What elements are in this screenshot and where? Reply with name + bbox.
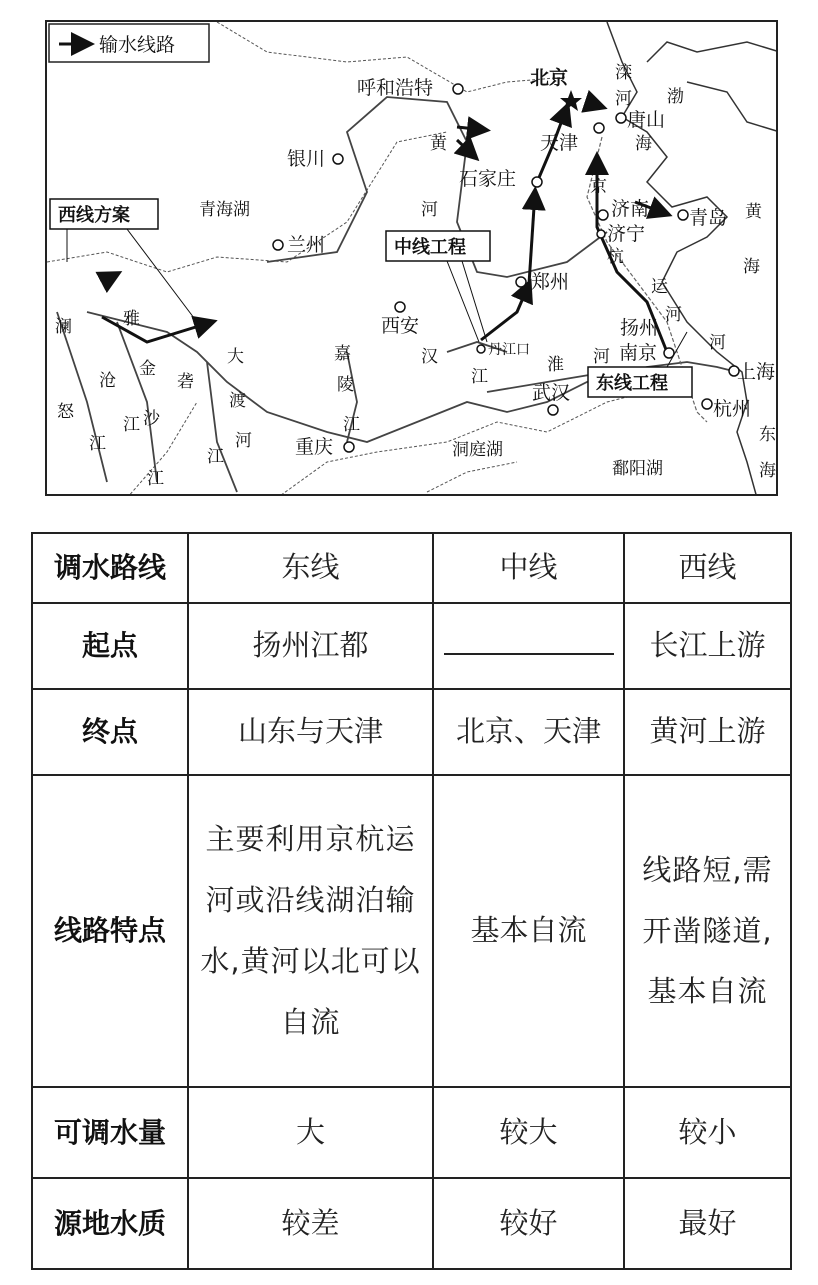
table-row xyxy=(32,775,791,1087)
city-tangshan: 唐山 xyxy=(627,109,666,131)
label-luan: 滦 xyxy=(615,63,632,83)
label-bo: 渤 xyxy=(667,87,684,107)
label-huang-hai: 海 xyxy=(743,257,760,277)
row-label-volume: 可调水量 xyxy=(32,1087,188,1178)
label-bo-hai: 海 xyxy=(635,134,652,154)
cell-end-east: 山东与天津 xyxy=(188,689,433,775)
comparison-table xyxy=(31,532,792,1270)
label-huang-he: 河 xyxy=(421,200,438,220)
callout-west: 西线方案 xyxy=(58,205,130,226)
cell-volume-west: 较小 xyxy=(624,1087,791,1178)
city-shijiazhuang: 石家庄 xyxy=(459,168,517,190)
label-jing: 京 xyxy=(590,177,607,197)
city-jining: 济宁 xyxy=(607,223,646,245)
capital-star-icon xyxy=(560,90,582,111)
city-yangzhou: 扬州 xyxy=(620,317,659,339)
label-qinghai-lake: 青海湖 xyxy=(199,200,250,220)
cell-start-west: 长江上游 xyxy=(624,603,791,689)
cell-features-east: 主要利用京杭运河或沿线湖泊输水,黄河以北可以自流 xyxy=(188,775,433,1087)
city-lanzhou: 兰州 xyxy=(287,234,326,256)
city-chongqing: 重庆 xyxy=(295,436,334,458)
cell-features-west: 线路短,需开凿隧道,基本自流 xyxy=(624,775,791,1087)
label-dadu-he: 河 xyxy=(235,431,252,451)
label-yun-he: 河 xyxy=(665,305,682,325)
label-huai-he: 河 xyxy=(593,347,610,367)
answer-blank-line[interactable] xyxy=(444,633,614,655)
label-lan: 澜 xyxy=(55,317,72,337)
label-ya: 雅 xyxy=(123,309,140,329)
label-cang: 沧 xyxy=(99,371,116,391)
city-huhehaote: 呼和浩特 xyxy=(357,77,434,99)
cell-features-middle: 基本自流 xyxy=(433,775,624,1087)
cell-start-middle-blank[interactable] xyxy=(433,603,624,689)
cell-quality-middle: 较好 xyxy=(433,1178,624,1269)
city-nanjing: 南京 xyxy=(619,342,658,364)
table-row xyxy=(32,689,791,775)
label-huang-sea: 黄 xyxy=(745,202,762,222)
row-label-features: 线路特点 xyxy=(32,775,188,1087)
table-row xyxy=(32,1087,791,1178)
label-yalong-jiang: 江 xyxy=(207,447,224,467)
label-yun: 运 xyxy=(651,277,668,297)
header-route: 调水路线 xyxy=(32,533,188,603)
route-map xyxy=(45,20,778,496)
table-row xyxy=(32,603,791,689)
table-header-row xyxy=(32,533,791,603)
label-jinsha-jiang: 江 xyxy=(147,469,164,489)
cell-quality-west: 最好 xyxy=(624,1178,791,1269)
rivers xyxy=(57,97,737,492)
label-poyang-lake: 鄱阳湖 xyxy=(612,459,663,479)
city-yinchuan: 银川 xyxy=(287,148,326,170)
cell-volume-east: 大 xyxy=(188,1087,433,1178)
label-dong-hai: 海 xyxy=(759,461,776,481)
map-svg xyxy=(47,22,778,496)
cell-quality-east: 较差 xyxy=(188,1178,433,1269)
label-hang: 杭 xyxy=(607,247,624,267)
city-zhengzhou: 郑州 xyxy=(531,271,570,293)
label-da: 大 xyxy=(227,347,244,367)
cell-end-middle: 北京、天津 xyxy=(433,689,624,775)
city-beijing: 北京 xyxy=(530,67,569,89)
header-west: 西线 xyxy=(624,533,791,603)
cell-start-east: 扬州江都 xyxy=(188,603,433,689)
row-label-quality: 源地水质 xyxy=(32,1178,188,1269)
row-label-end: 终点 xyxy=(32,689,188,775)
city-xian: 西安 xyxy=(381,315,420,337)
table-row xyxy=(32,1178,791,1269)
label-luan-he: 河 xyxy=(615,89,632,109)
city-jinan: 济南 xyxy=(611,198,650,220)
city-qingdao: 青岛 xyxy=(689,207,728,229)
label-huai: 淮 xyxy=(547,355,564,375)
label-du: 渡 xyxy=(229,391,246,411)
label-jia: 嘉 xyxy=(334,344,351,364)
city-wuhan: 武汉 xyxy=(532,382,571,404)
cell-end-west: 黄河上游 xyxy=(624,689,791,775)
callout-middle: 中线工程 xyxy=(394,237,466,258)
label-nu: 怒 xyxy=(57,402,74,422)
row-label-start: 起点 xyxy=(32,603,188,689)
callout-east: 东线工程 xyxy=(596,373,668,394)
label-han: 汉 xyxy=(421,347,438,367)
label-nu-jiang: 江 xyxy=(89,434,106,454)
label-han-jiang: 江 xyxy=(471,367,488,387)
label-long: 砻 xyxy=(177,372,194,392)
header-middle: 中线 xyxy=(433,533,624,603)
label-he-nanjing: 河 xyxy=(709,333,726,353)
legend-label: 输水线路 xyxy=(99,34,176,56)
label-dongting-lake: 洞庭湖 xyxy=(452,440,503,460)
cell-volume-middle: 较大 xyxy=(433,1087,624,1178)
city-tianjin: 天津 xyxy=(540,132,579,154)
label-dong: 东 xyxy=(759,425,776,445)
label-lancang-jiang: 江 xyxy=(123,415,140,435)
label-huang-river: 黄 xyxy=(430,134,447,154)
label-sha: 沙 xyxy=(143,409,160,429)
label-jialing-jiang: 江 xyxy=(343,415,360,435)
label-ling: 陵 xyxy=(337,375,354,395)
header-east: 东线 xyxy=(188,533,433,603)
city-danjiangkou: 丹江口 xyxy=(488,342,530,358)
city-shanghai: 上海 xyxy=(737,361,776,383)
label-jin: 金 xyxy=(139,359,156,379)
city-hangzhou: 杭州 xyxy=(713,398,752,420)
